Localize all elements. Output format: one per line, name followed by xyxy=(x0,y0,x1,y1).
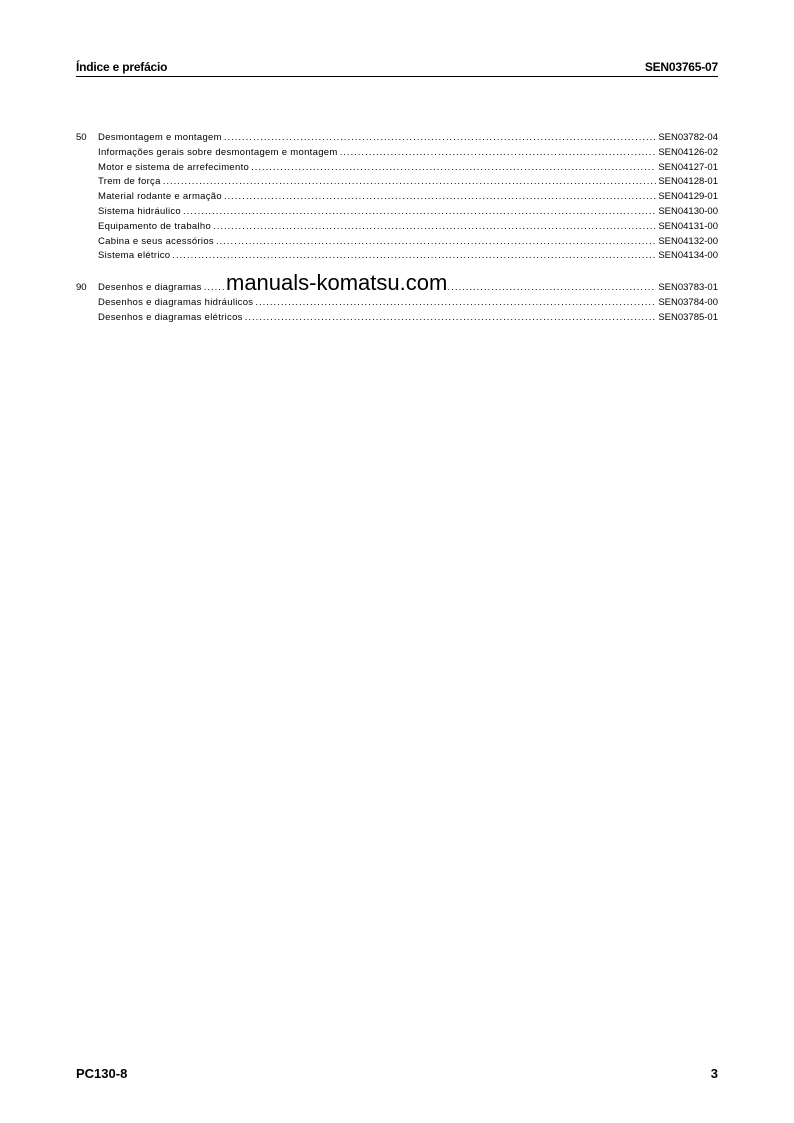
entry-code: SEN03784-00 xyxy=(658,296,718,308)
entry-code: SEN04126-02 xyxy=(658,146,718,158)
entry-title: Material rodante e armação xyxy=(98,191,222,203)
toc-row[interactable] xyxy=(76,205,718,220)
entry-code: SEN04131-00 xyxy=(658,220,718,232)
toc-row[interactable] xyxy=(76,175,718,190)
dot-leader xyxy=(172,249,656,264)
entry-title: Cabina e seus acessórios xyxy=(98,235,214,247)
dot-leader xyxy=(213,220,656,235)
entry-title: Motor e sistema de arrefecimento xyxy=(98,161,250,173)
entry-code: SEN04128-01 xyxy=(658,176,718,188)
entry-code: SEN04129-01 xyxy=(658,191,718,203)
table-of-contents xyxy=(76,131,718,343)
entry-code: SEN03782-04 xyxy=(658,132,718,143)
watermark: manuals-komatsu.com xyxy=(226,270,448,295)
dot-leader xyxy=(183,205,656,220)
document-code: SEN03765-07 xyxy=(644,60,718,74)
entry-title: Trem de força xyxy=(98,176,161,188)
toc-row[interactable] xyxy=(76,220,718,235)
entry-code: SEN04127-01 xyxy=(658,161,718,173)
toc-row[interactable] xyxy=(76,190,718,205)
dot-leader xyxy=(224,190,656,205)
dot-leader xyxy=(163,175,657,190)
dot-leader xyxy=(245,311,657,326)
entry-code: SEN03783-01 xyxy=(658,282,718,294)
entry-code: SEN03785-01 xyxy=(658,311,718,323)
entry-code: SEN04134-00 xyxy=(658,250,718,262)
dot-leader xyxy=(251,161,656,176)
section-title: Índice e prefácio xyxy=(76,60,168,74)
entry-title: Equipamento de trabalho xyxy=(98,220,212,232)
section-number: 90 xyxy=(76,282,87,294)
dot-leader xyxy=(340,146,657,161)
toc-row[interactable] xyxy=(76,235,718,250)
toc-row[interactable] xyxy=(76,296,718,311)
page-header xyxy=(76,60,718,77)
entry-title: Desenhos e diagramas hidráulicos xyxy=(98,296,254,308)
toc-row[interactable] xyxy=(76,249,718,264)
entry-title: Sistema elétrico xyxy=(98,250,171,262)
toc-section-50 xyxy=(76,131,718,264)
dot-leader xyxy=(224,131,656,146)
entry-title: Informações gerais sobre desmontagem e montagem xyxy=(98,146,338,158)
toc-row[interactable] xyxy=(76,146,718,161)
page-number: 3 xyxy=(710,1066,718,1081)
entry-code: SEN04132-00 xyxy=(658,235,718,247)
entry-code: SEN04130-00 xyxy=(658,205,718,217)
entry-title: Desmontagem e montagem xyxy=(98,132,222,143)
dot-leader xyxy=(255,296,656,311)
toc-row[interactable] xyxy=(76,311,718,326)
entry-title: Desenhos e diagramas xyxy=(98,282,202,294)
footer-model: PC130-8 xyxy=(76,1066,128,1081)
toc-row[interactable] xyxy=(76,131,718,146)
toc-row[interactable] xyxy=(76,161,718,176)
entry-title: Sistema hidráulico xyxy=(98,205,182,217)
dot-leader xyxy=(216,235,656,250)
entry-title: Desenhos e diagramas elétricos xyxy=(98,311,243,323)
section-number: 50 xyxy=(76,132,87,143)
